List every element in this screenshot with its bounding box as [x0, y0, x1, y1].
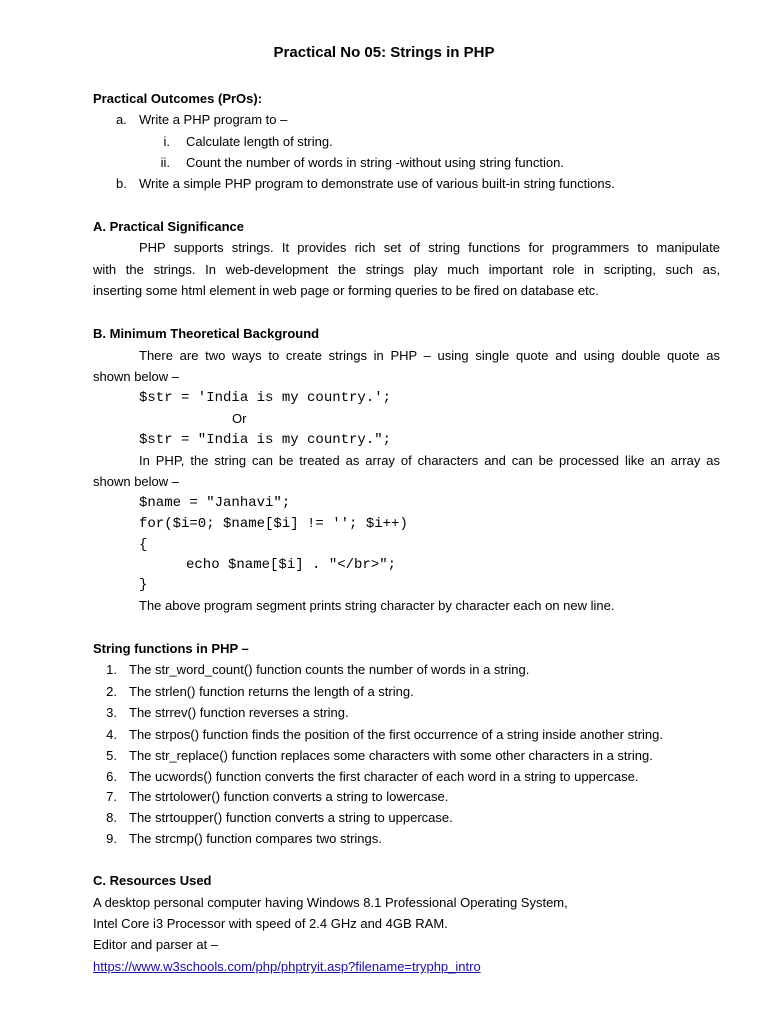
outcome-a-i-text: Calculate length of string. [186, 134, 333, 149]
function-item-text: The ucwords() function converts the first character of each word in a string to uppercase. [129, 769, 639, 784]
code-line-name-assign: $name = "Janhavi"; [139, 495, 291, 511]
code-line-single-quote: $str = 'India is my country.'; [139, 390, 392, 406]
resources-line-2: Intel Core i3 Processor with speed of 2.4 GHz and 4GB RAM. [93, 916, 448, 931]
outcome-b-marker: b. [116, 176, 127, 191]
function-item-number: 1. [106, 662, 117, 677]
function-item-text: The strcmp() function compares two strings. [129, 831, 382, 846]
page-title: Practical No 05: Strings in PHP [273, 44, 495, 61]
code-line-echo: echo $name[$i] . "</br>"; [186, 557, 397, 573]
resources-heading: C. Resources Used [93, 873, 212, 888]
background-heading: B. Minimum Theoretical Background [93, 326, 320, 341]
resources-line-3: Editor and parser at – [93, 937, 219, 952]
outcome-a-marker: a. [116, 112, 127, 127]
background-p1-line-1: There are two ways to create strings in PHP – using single quote and using double quote as [139, 348, 720, 363]
function-item-number: 2. [106, 684, 117, 699]
background-p3: The above program segment prints string character by character each on new line. [139, 598, 615, 613]
function-item-number: 4. [106, 727, 117, 742]
outcome-a-text: Write a PHP program to – [139, 112, 288, 127]
outcome-b-text: Write a simple PHP program to demonstrate use of various built-in string functions. [139, 176, 615, 191]
function-item-number: 5. [106, 748, 117, 763]
code-line-double-quote: $str = "India is my country."; [139, 432, 392, 448]
function-item-number: 3. [106, 705, 117, 720]
function-item-text: The strpos() function finds the position of the first occurrence of a string inside another string. [129, 727, 663, 742]
significance-line-3: inserting some html element in web page or forming queries to be fired on database etc. [93, 283, 599, 298]
w3schools-link[interactable]: https://www.w3schools.com/php/phptryit.asp?filename=tryphp_intro [93, 959, 481, 974]
outcomes-heading: Practical Outcomes (PrOs): [93, 91, 263, 106]
code-line-close-brace: } [139, 577, 148, 593]
background-p2-line-1: In PHP, the string can be treated as array of characters and can be processed like an array as [139, 453, 720, 468]
functions-heading: String functions in PHP – [93, 641, 249, 656]
function-item-number: 9. [106, 831, 117, 846]
function-item-text: The strtoupper() function converts a string to uppercase. [129, 810, 453, 825]
function-item-number: 6. [106, 769, 117, 784]
function-item-text: The str_word_count() function counts the number of words in a string. [129, 662, 530, 677]
function-item-number: 8. [106, 810, 117, 825]
outcome-a-ii-marker: ii. [160, 155, 170, 170]
function-item-text: The str_replace() function replaces some characters with some other characters in a string. [129, 748, 653, 763]
significance-line-1: PHP supports strings. It provides rich set of string functions for programmers to manipulate [139, 240, 720, 255]
background-p1-line-2: shown below – [93, 369, 179, 384]
background-p2-line-2: shown below – [93, 474, 179, 489]
or-label: Or [232, 411, 247, 426]
function-item-text: The strrev() function reverses a string. [129, 705, 349, 720]
function-item-text: The strtolower() function converts a string to lowercase. [129, 789, 449, 804]
code-line-for-loop: for($i=0; $name[$i] != ''; $i++) [139, 516, 408, 532]
function-item-number: 7. [106, 789, 117, 804]
resources-line-1: A desktop personal computer having Windows 8.1 Professional Operating System, [93, 895, 568, 910]
significance-line-2: with the strings. In web-development the strings play much important role in scripting, such as, [93, 262, 720, 277]
code-line-open-brace: { [139, 537, 148, 553]
outcome-a-ii-text: Count the number of words in string -without using string function. [186, 155, 564, 170]
significance-heading: A. Practical Significance [93, 219, 245, 234]
function-item-text: The strlen() function returns the length of a string. [129, 684, 414, 699]
outcome-a-i-marker: i. [163, 134, 170, 149]
